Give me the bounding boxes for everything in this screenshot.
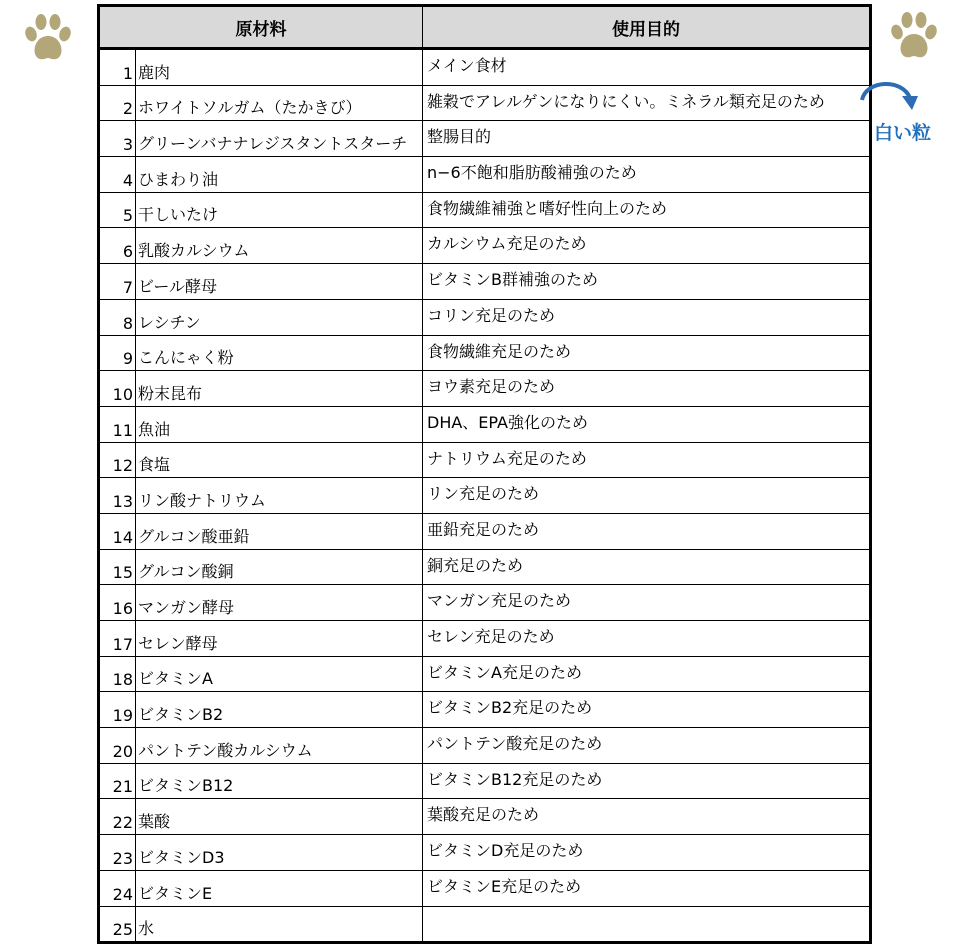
ingredient-name: 干しいたけ [136, 192, 423, 228]
usage-purpose: ビタミンD充足のため [423, 835, 871, 871]
usage-purpose [423, 906, 871, 943]
table-row [99, 49, 871, 86]
usage-purpose: n−6不飽和脂肪酸補強のため [423, 157, 871, 193]
table-row [99, 157, 871, 193]
row-number: 4 [99, 157, 136, 193]
table-row [99, 549, 871, 585]
table-row [99, 906, 871, 943]
usage-purpose: ビタミンB12充足のため [423, 763, 871, 799]
row-number: 14 [99, 513, 136, 549]
row-number: 25 [99, 906, 136, 943]
table-row [99, 728, 871, 764]
usage-purpose: セレン充足のため [423, 621, 871, 657]
table-row [99, 228, 871, 264]
usage-purpose: パントテン酸充足のため [423, 728, 871, 764]
ingredient-name: リン酸ナトリウム [136, 478, 423, 514]
table-row [99, 121, 871, 157]
row-number: 21 [99, 763, 136, 799]
row-number: 19 [99, 692, 136, 728]
ingredient-name: レシチン [136, 299, 423, 335]
usage-purpose: ナトリウム充足のため [423, 442, 871, 478]
table-row [99, 299, 871, 335]
usage-purpose: 葉酸充足のため [423, 799, 871, 835]
header-ingredient: 原材料 [99, 6, 423, 49]
row-number: 15 [99, 549, 136, 585]
table-row [99, 692, 871, 728]
usage-purpose: 雑穀でアレルゲンになりにくい。ミネラル類充足のため [423, 85, 871, 121]
table-row [99, 406, 871, 442]
table-row [99, 799, 871, 835]
usage-purpose: ビタミンA充足のため [423, 656, 871, 692]
usage-purpose: ビタミンE充足のため [423, 870, 871, 906]
usage-purpose: メイン食材 [423, 49, 871, 86]
row-number: 23 [99, 835, 136, 871]
annotation-label: 白い粒 [874, 122, 932, 144]
row-number: 17 [99, 621, 136, 657]
table-row [99, 835, 871, 871]
ingredient-name: 鹿肉 [136, 49, 423, 86]
usage-purpose: マンガン充足のため [423, 585, 871, 621]
table-header-row [99, 6, 871, 49]
ingredient-name: こんにゃく粉 [136, 335, 423, 371]
ingredient-name: グルコン酸亜鉛 [136, 513, 423, 549]
ingredient-name: 水 [136, 906, 423, 943]
paw-print-icon [22, 12, 74, 64]
row-number: 2 [99, 85, 136, 121]
row-number: 18 [99, 656, 136, 692]
usage-purpose: リン充足のため [423, 478, 871, 514]
row-number: 8 [99, 299, 136, 335]
usage-purpose: カルシウム充足のため [423, 228, 871, 264]
table-row [99, 621, 871, 657]
white-grain-annotation [858, 80, 948, 150]
row-number: 16 [99, 585, 136, 621]
row-number: 12 [99, 442, 136, 478]
row-number: 7 [99, 264, 136, 300]
curved-arrow-icon [858, 80, 928, 118]
paw-print-icon [888, 10, 940, 62]
table-row [99, 513, 871, 549]
row-number: 20 [99, 728, 136, 764]
ingredient-name: 葉酸 [136, 799, 423, 835]
ingredient-name: グルコン酸銅 [136, 549, 423, 585]
ingredient-name: グリーンバナナレジスタントスターチ [136, 121, 423, 157]
ingredient-name: 魚油 [136, 406, 423, 442]
ingredients-table [97, 4, 872, 944]
table-row [99, 478, 871, 514]
ingredient-name: ホワイトソルガム（たかきび） [136, 85, 423, 121]
ingredient-name: マンガン酵母 [136, 585, 423, 621]
table-row [99, 192, 871, 228]
table-row [99, 870, 871, 906]
table-row [99, 656, 871, 692]
usage-purpose: 銅充足のため [423, 549, 871, 585]
row-number: 3 [99, 121, 136, 157]
usage-purpose: 食物繊維補強と嗜好性向上のため [423, 192, 871, 228]
ingredient-name: ビタミンD3 [136, 835, 423, 871]
ingredient-name: 乳酸カルシウム [136, 228, 423, 264]
usage-purpose: 食物繊維充足のため [423, 335, 871, 371]
row-number: 9 [99, 335, 136, 371]
ingredient-name: セレン酵母 [136, 621, 423, 657]
table-body [99, 49, 871, 943]
row-number: 5 [99, 192, 136, 228]
usage-purpose: ビタミンB2充足のため [423, 692, 871, 728]
row-number: 13 [99, 478, 136, 514]
row-number: 24 [99, 870, 136, 906]
table-row [99, 371, 871, 407]
usage-purpose: 整腸目的 [423, 121, 871, 157]
table-row [99, 264, 871, 300]
usage-purpose: ビタミンB群補強のため [423, 264, 871, 300]
ingredient-name: ビタミンA [136, 656, 423, 692]
usage-purpose: DHA、EPA強化のため [423, 406, 871, 442]
table-row [99, 585, 871, 621]
ingredient-name: ビタミンB12 [136, 763, 423, 799]
table-row [99, 442, 871, 478]
row-number: 22 [99, 799, 136, 835]
ingredient-name: 粉末昆布 [136, 371, 423, 407]
row-number: 1 [99, 49, 136, 86]
header-purpose: 使用目的 [423, 6, 871, 49]
ingredient-name: ビタミンB2 [136, 692, 423, 728]
ingredient-name: ビール酵母 [136, 264, 423, 300]
ingredient-name: ひまわり油 [136, 157, 423, 193]
table-row [99, 335, 871, 371]
ingredient-name: ビタミンE [136, 870, 423, 906]
ingredient-name: 食塩 [136, 442, 423, 478]
usage-purpose: 亜鉛充足のため [423, 513, 871, 549]
usage-purpose: コリン充足のため [423, 299, 871, 335]
ingredient-name: パントテン酸カルシウム [136, 728, 423, 764]
table-row [99, 763, 871, 799]
row-number: 11 [99, 406, 136, 442]
row-number: 6 [99, 228, 136, 264]
table-row [99, 85, 871, 121]
row-number: 10 [99, 371, 136, 407]
usage-purpose: ヨウ素充足のため [423, 371, 871, 407]
